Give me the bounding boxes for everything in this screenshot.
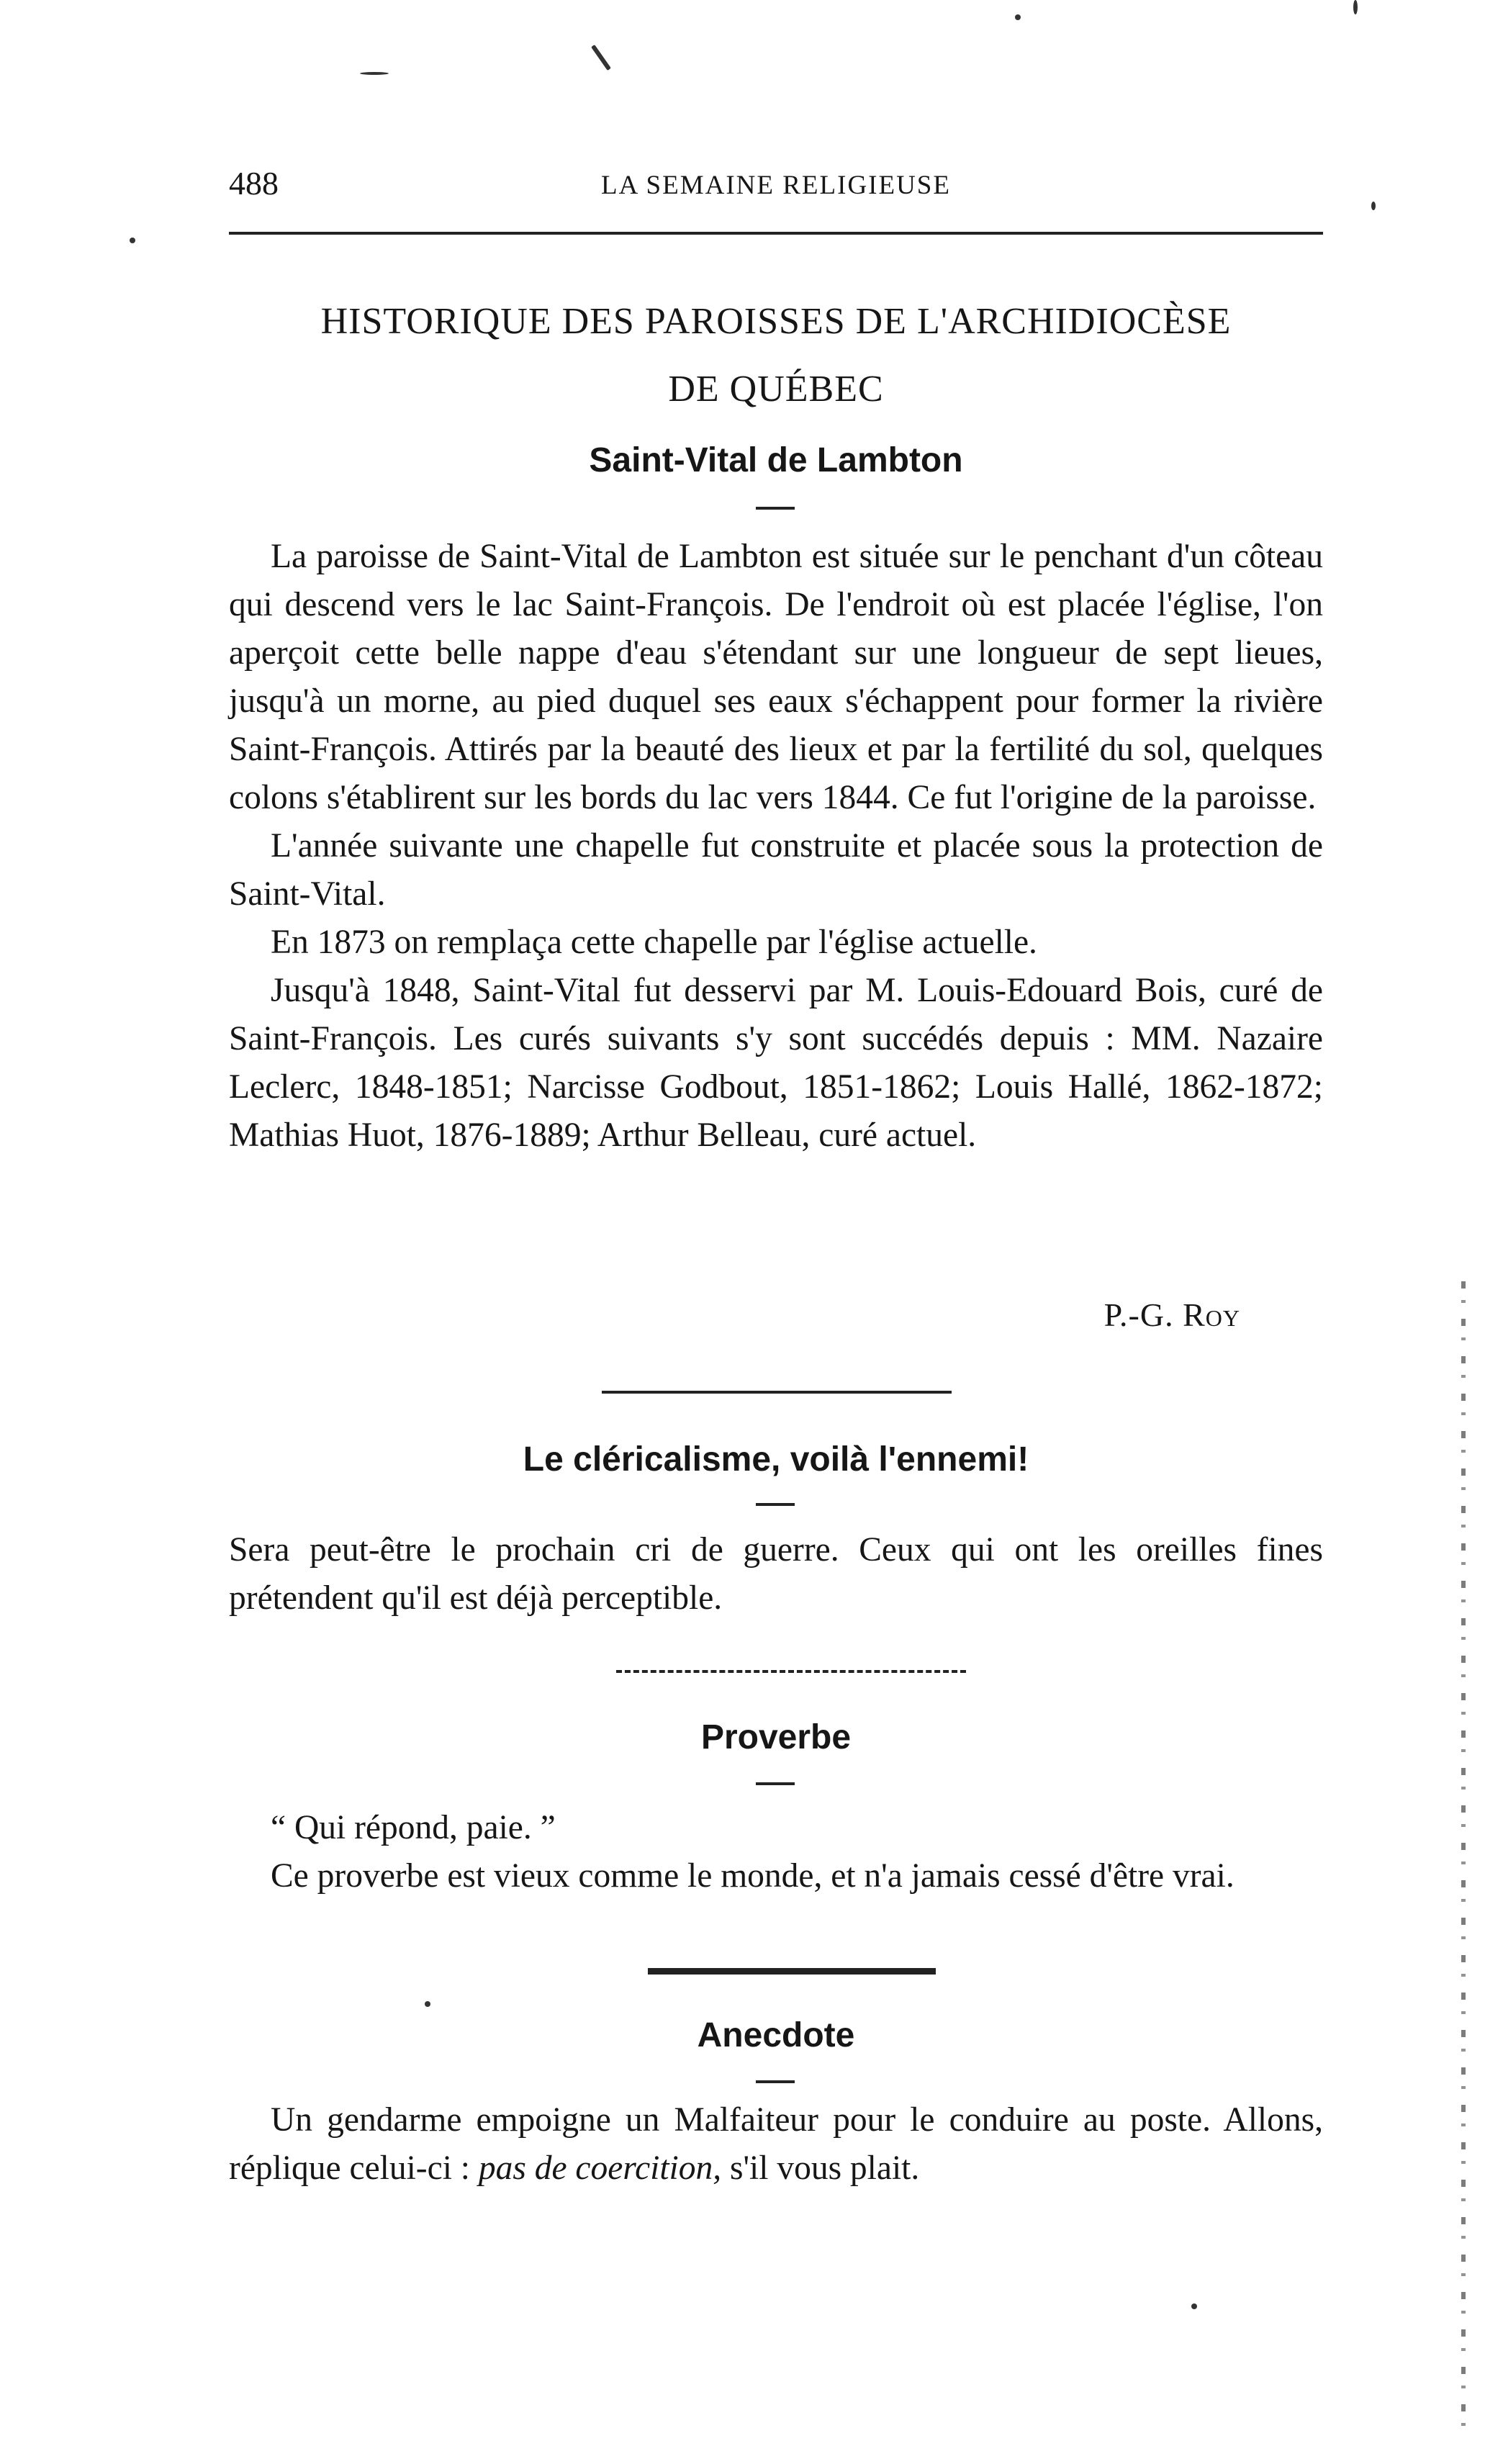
- article-heading-saint-vital: Saint-Vital de Lambton: [589, 441, 963, 479]
- section-separator: [602, 1391, 952, 1394]
- paragraph: Sera peut-être le prochain cri de guerre. Ceux qui ont les oreilles fines prétendent qu'il est déjà perceptible.: [229, 1531, 1323, 1617]
- paragraph: Ce proverbe est vieux comme le monde, et n'a jamais cessé d'être vrai.: [271, 1857, 1235, 1895]
- running-header: [229, 164, 1323, 215]
- heading-dash: [756, 2080, 795, 2083]
- scan-speck: [1371, 202, 1376, 210]
- text-before: Un gendarme empoigne un Malfaiteur pour le conduire au poste. Allons, réplique celui-ci :: [229, 2101, 1323, 2187]
- paragraph: [229, 2096, 1323, 2193]
- scan-edge: [1461, 1281, 1466, 2433]
- paragraph-3: En 1873 on remplaça cette chapelle par l'église actuelle.: [271, 924, 1037, 961]
- title-line-2: DE QUÉBEC: [668, 369, 884, 410]
- scan-speck: [1191, 2303, 1197, 2309]
- section-title: [229, 288, 1323, 423]
- heading-dash: [756, 507, 795, 510]
- header-rule: [229, 232, 1323, 235]
- paragraph-4: Jusqu'à 1848, Saint-Vital fut desservi par M. Louis-Edouard Bois, curé de Saint-François. Les curés suivants s'y sont succédés depuis : MM. Nazaire Leclerc, 1848-1851; Narcisse Godbout, 1851-1862; Louis Hallé, 1862-1872; Mathias Huot, 1876-1889; Arthur Belleau, curé actuel.: [229, 972, 1323, 1154]
- scan-speck: [130, 238, 135, 243]
- quote: “ Qui répond, paie. ”: [271, 1809, 556, 1846]
- article-body-saint-vital: [229, 533, 1323, 1160]
- section-separator: [616, 1670, 966, 1673]
- article-heading-clericalisme: Le cléricalisme, voilà l'ennemi!: [523, 1440, 1029, 1479]
- paragraph-2: L'année suivante une chapelle fut construite et placée sous la protection de Saint-Vital.: [229, 827, 1323, 913]
- page-number: 488: [229, 165, 279, 202]
- paragraph-1: La paroisse de Saint-Vital de Lambton est située sur le penchant d'un côteau qui descend vers le lac Saint-François. De l'endroit où est placée l'église, l'on aperçoit cette belle nappe d'eau s'étendant sur une longueur de sept lieues, jusqu'à un morne, au pied duquel ses eaux s'échappent pour former la rivière Saint-François. Attirés par la beauté des lieux et par la fertilité du sol, quelques colons s'établirent sur les bords du lac vers 1844. Ce fut l'origine de la paroisse.: [229, 538, 1323, 816]
- article-heading-proverbe: Proverbe: [700, 1718, 852, 1756]
- title-line-1: HISTORIQUE DES PAROISSES DE L'ARCHIDIOCÈSE: [320, 301, 1232, 342]
- scan-speck: [1015, 14, 1021, 20]
- running-head-title: LA SEMAINE RELIGIEUSE: [601, 171, 951, 200]
- article-body-proverbe: [229, 1804, 1323, 1900]
- scan-speck: [425, 2001, 430, 2007]
- text-after: s'il vous plait.: [721, 2149, 920, 2187]
- scan-speck: [360, 72, 389, 75]
- article-body-clericalisme: [229, 1526, 1323, 1623]
- author-signature: P.-G. Roy: [1103, 1296, 1240, 1333]
- article-heading-anecdote: Anecdote: [697, 2016, 855, 2054]
- scan-speck: [1353, 0, 1358, 14]
- section-separator: [648, 1968, 936, 1975]
- article-body-anecdote: [229, 2096, 1323, 2193]
- italic-phrase: pas de coercition,: [478, 2149, 722, 2187]
- scan-speck: [591, 45, 611, 71]
- heading-dash: [756, 1782, 795, 1785]
- heading-dash: [756, 1503, 795, 1506]
